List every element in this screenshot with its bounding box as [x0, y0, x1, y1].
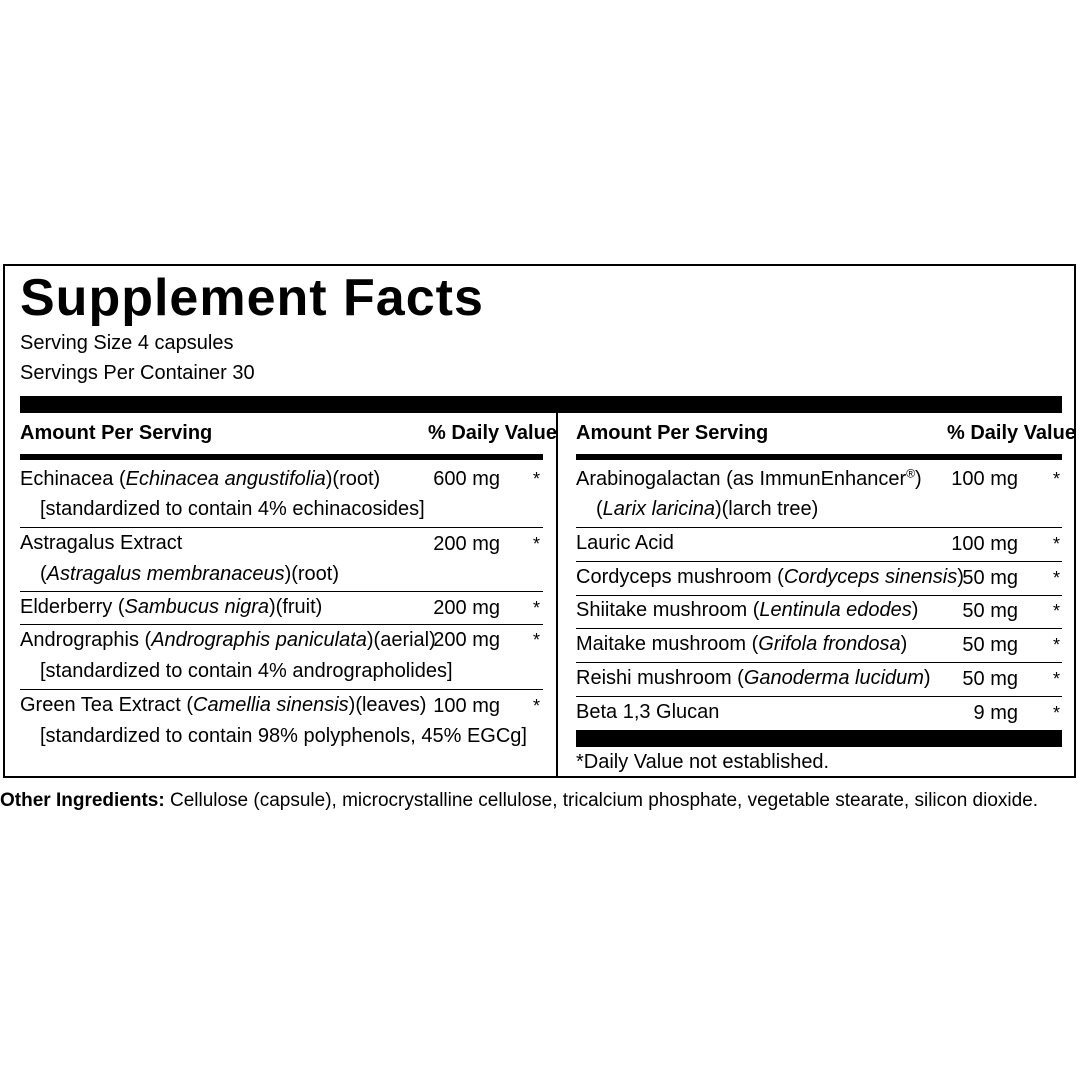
ingredient-name: Green Tea Extract (Camellia sinensis)(leaves) [20, 694, 427, 716]
dv-asterisk: * [1053, 669, 1061, 689]
ingredient-amount: 50 mg [962, 634, 1018, 656]
ingredient-amount: 200 mg [433, 597, 500, 619]
ingredient-amount: 100 mg [951, 533, 1018, 555]
dv-asterisk: * [1053, 703, 1061, 723]
ingredient-name: Arabinogalactan (as ImmunEnhancer®) [576, 466, 922, 490]
ingredient-amount: 100 mg [433, 695, 500, 717]
row-divider [20, 527, 543, 528]
dv-asterisk: * [533, 696, 541, 716]
ingredient-name: Beta 1,3 Glucan [576, 701, 720, 723]
left-dv-header: % Daily Value [428, 422, 557, 444]
ingredient-amount: 200 mg [433, 533, 500, 555]
right-dv-header: % Daily Value [947, 422, 1076, 444]
header-bar [20, 396, 1062, 413]
dv-asterisk: * [533, 598, 541, 618]
footnote: *Daily Value not established. [576, 751, 830, 773]
right-amount-header: Amount Per Serving [576, 422, 769, 444]
dv-asterisk: * [1053, 601, 1061, 621]
ingredient-amount: 50 mg [962, 600, 1018, 622]
dv-asterisk: * [533, 534, 541, 554]
ingredient-name: Shiitake mushroom (Lentinula edodes) [576, 599, 919, 621]
ingredient-note: [standardized to contain 98% polyphenols, 45% EGCg] [40, 725, 527, 747]
footer-bar [576, 730, 1062, 747]
row-divider [576, 595, 1062, 596]
ingredient-name: Elderberry (Sambucus nigra)(fruit) [20, 596, 323, 618]
other-ingredients [0, 789, 1038, 813]
row-divider [20, 591, 543, 592]
ingredient-name: Echinacea (Echinacea angustifolia)(root) [20, 468, 381, 490]
left-header-rule [20, 454, 543, 460]
right-header-rule [576, 454, 1062, 460]
ingredient-note: (Astragalus membranaceus)(root) [40, 563, 340, 585]
dv-asterisk: * [1053, 568, 1061, 588]
ingredient-note: [standardized to contain 4% andrographolides] [40, 660, 453, 682]
ingredient-note: (Larix laricina)(larch tree) [596, 498, 819, 520]
other-ingredients-label: Other Ingredients: [0, 790, 165, 811]
ingredient-name: Reishi mushroom (Ganoderma lucidum) [576, 667, 931, 689]
dv-asterisk: * [1053, 534, 1061, 554]
row-divider [576, 527, 1062, 528]
row-divider [576, 696, 1062, 697]
ingredient-name: Lauric Acid [576, 532, 674, 554]
dv-asterisk: * [1053, 635, 1061, 655]
row-divider [20, 624, 543, 625]
ingredient-name: Andrographis (Andrographis paniculata)(aerial) [20, 629, 436, 651]
ingredient-amount: 100 mg [951, 468, 1018, 490]
panel-title: Supplement Facts [20, 269, 484, 327]
row-divider [576, 628, 1062, 629]
row-divider [576, 662, 1062, 663]
ingredient-amount: 9 mg [973, 702, 1018, 724]
other-ingredients-text: Cellulose (capsule), microcrystalline cellulose, tricalcium phosphate, vegetable stearate, silicon dioxide. [164, 790, 1039, 811]
dv-asterisk: * [533, 630, 541, 650]
row-divider [20, 689, 543, 690]
ingredient-amount: 50 mg [962, 668, 1018, 690]
ingredient-amount: 200 mg [433, 629, 500, 651]
ingredient-note: [standardized to contain 4% echinacosides] [40, 498, 425, 520]
serving-size: Serving Size 4 capsules [20, 332, 234, 354]
row-divider [576, 561, 1062, 562]
dv-asterisk: * [1053, 469, 1061, 489]
ingredient-name: Cordyceps mushroom (Cordyceps sinensis) [576, 566, 964, 588]
ingredient-name: Astragalus Extract [20, 532, 183, 554]
ingredient-amount: 600 mg [433, 468, 500, 490]
left-amount-header: Amount Per Serving [20, 422, 213, 444]
column-divider [556, 413, 558, 778]
ingredient-name: Maitake mushroom (Grifola frondosa) [576, 633, 908, 655]
servings-per-container: Servings Per Container 30 [20, 362, 255, 384]
ingredient-amount: 50 mg [962, 567, 1018, 589]
dv-asterisk: * [533, 469, 541, 489]
